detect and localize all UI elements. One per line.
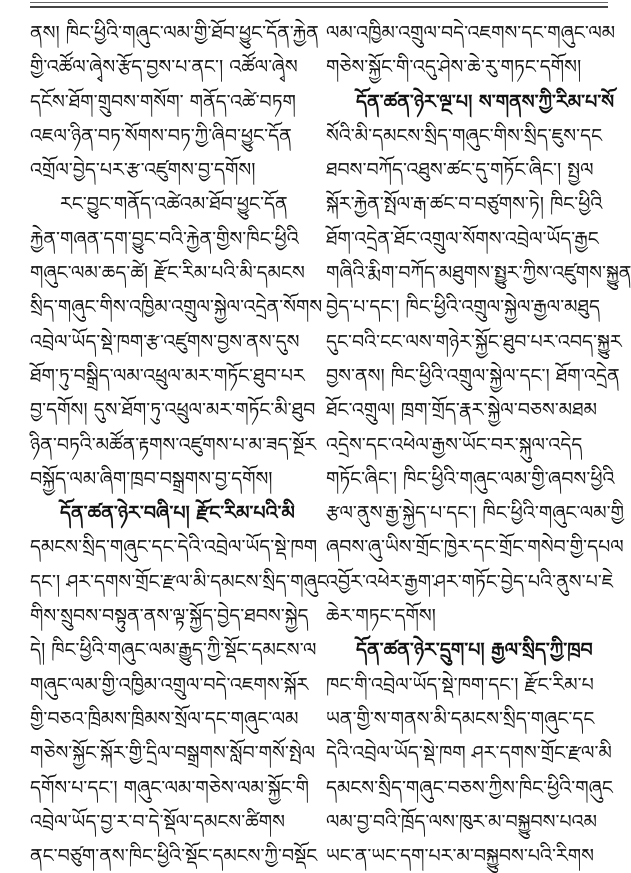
text-line: ཡང་ན་ཡང་དག་པར་མ་བསྐྱུབས་པའི་རིགས	[326, 845, 594, 868]
text-line: དེའི་འབྲེལ་ཡོད་སྡེ་ཁག ཤར་དགས་གྲོང་རྫལ་མི	[326, 742, 612, 765]
text-line: རྐྱེན་གཞན་དག་བྱུང་བའི་རྐྱེན་གྱིས་ཁིང་ཕྱིའི	[30, 227, 299, 250]
text-line: འཇལ་ཉིན་བཏ་སོགས་བཏ་ཀྱི་ཞིབ་ཕྱུང་དོན	[30, 124, 292, 147]
text-line: ནང་བཙུག་ནས་ཁིང་ཕྱིའི་སྡོང་དམངས་ཀྱི་བསྡོང	[30, 845, 318, 868]
text-line: གཞུང་ལམ་གྱི་འཁྱིམ་འགྲུལ་བདེ་འཇགས་སྐོར	[30, 673, 309, 696]
text-line: ཐོག་འདྲེན་ཐོང་འགྲུལ་སོགས་འབྲེལ་ཡོད་རྒྱང	[326, 227, 599, 250]
text-line: དགོས་པ་དང་། གཞུང་ལམ་གཅེས་ལམ་སྐྱོང་གི	[30, 776, 309, 799]
text-line: འབྲེལ་ཡོད་བྱ་ར་བ་དེ་སྡོལ་དམངས་ཚིགས	[30, 810, 285, 833]
text-line: གཅེས་སྐྱོང་སྐོར་གྱི་དྲིལ་བསྒྲགས་སློབ་གསོ་སྤེལ	[30, 742, 316, 765]
text-line: ཡན་གྱི་ས་གནས་མི་དམངས་སྲིད་གཞུང་དང	[326, 707, 595, 730]
text-line: གཅེས་སྐྱོང་གི་འདུ་ཤེས་ཆེ་རུ་གཏང་དགོས།	[326, 56, 582, 79]
text-line: སོའི་མི་དམངས་སྲིད་གཞུང་གིས་སྲིད་ཇུས་དང	[326, 124, 603, 147]
text-line: འབྱོར་འཕེར་རྒྱག་ཤར་གཏོང་བྱེད་པའི་ནུས་པ་ཇེ	[326, 570, 614, 593]
text-line: རྩལ་ནུས་རྒྱ་སྐྱེད་པ་དང་། ཁིང་ཕྱིའི་གཞུང་ལམ་གྱི	[326, 502, 624, 525]
text-line: བྱེད་པ་དང་། ཁིང་ཕྱིའི་འགྲུལ་སྐྱེལ་རྒྱལ་མཐུད	[326, 296, 600, 319]
top-rule-thin	[30, 2, 608, 3]
text-line: གྱི་བཅའ་ཁྲིམས་ཁྲིམས་སྲོལ་དང་གཞུང་ལམ	[30, 707, 299, 730]
text-line: ཞབས་ཞུ་ཡིས་གྲོང་ཁྱེར་དང་གྲོང་གསེབ་གྱི་དཔལ	[326, 536, 624, 559]
text-line: ཆེར་གཏང་དགོས།	[326, 605, 436, 628]
text-line: བསྐྱོད་ལམ་ཞིག་ཁྲབ་བསྒྲགས་བྱ་དགོས།	[30, 467, 273, 490]
text-line: བྱ་དགོས། དུས་ཐོག་ཏུ་འཕྲུལ་མར་གཏོང་མི་ཐུབ	[30, 399, 316, 422]
text-line: གཏོང་ཞིང་། ཁིང་ཕྱིའི་གཞུང་ལམ་གྱི་ཞབས་ཕྱིའི	[326, 467, 615, 490]
section-heading-line: དོན་ཚན་ཉེར་བཞི་པ། རྫོང་རིམ་པའི་མི	[60, 502, 295, 525]
text-line: ཁང་གི་འབྲེལ་ཡོད་སྡེ་ཁག་དང་། རྫོང་རིམ་པ	[326, 673, 594, 696]
text-line: དམངས་སྲིད་གཞུང་དང་དེའི་འབྲེལ་ཡོད་སྡེ་ཁག	[30, 536, 318, 559]
text-line: གཞིའི་རྨིག་བཀོད་མཐུགས་སྤྱུར་ཀྱིས་འཛུགས་སྐྱུན	[326, 262, 631, 285]
text-line: བྱས་ནས། ཁིང་ཕྱིའི་འགྲུལ་སྐྱེལ་དང་། ཐོག་འདྲེན	[326, 364, 620, 387]
section-heading-line: དོན་ཚན་ཉེར་ལྔ་པ། ས་གནས་ཀྱི་རིམ་པ་སོ	[356, 90, 615, 113]
text-line: གིས་སྲུབས་བསྟུན་ནས་ལྟ་སྐྱོད་བྱེད་ཐབས་སྐྱེད	[30, 605, 309, 628]
text-line: ལམ་བྱ་བའི་ཁྲོད་ལས་ཁུར་མ་བསྐྱུབས་པའམ	[326, 810, 597, 833]
text-line: གྱི་འཚོལ་ཞྭེས་རྩོད་བྱས་པ་ནང་། འཚོལ་ཞྭེས	[30, 56, 298, 79]
text-line: ཐོག་ཏུ་བསྒྲིད་ལམ་འཕྲུལ་མར་གཏོང་ཐུབ་པར	[30, 364, 305, 387]
section-heading-line: དོན་ཚན་ཉེར་དྲུག་པ། རྒྱལ་སྲིད་ཀྱི་ཁྲབ	[356, 639, 593, 662]
text-line: དང་། ཤར་དགས་གྲོང་རྫལ་མི་དམངས་སྲིད་གཞུང	[30, 570, 328, 593]
text-line: འགྲོལ་བྱེད་པར་རྩ་འཛུགས་བྱ་དགོས།	[30, 159, 256, 182]
text-line: དངོས་ཐོག་གྲུབས་གསོག་ གནོད་འཚེ་བཏག	[30, 90, 296, 113]
text-line: འབྲེལ་ཡོད་སྡེ་ཁག་རྩ་འཛུགས་བྱས་ནས་དུས	[30, 330, 300, 353]
text-line: དེ། ཁིང་ཕྱིའི་གཞུང་ལམ་རྒྱུད་ཀྱི་སྡོང་དམངས་ལ	[30, 639, 317, 662]
text-line: ཉིན་བཏའི་མཚོན་རྟགས་འཛུགས་པ་མ་ཟད་སྔོར	[30, 433, 317, 456]
text-line: དུང་བའི་ངང་ལས་གཉེར་སྐྱོང་ཐུབ་པར་འབད་སྐྱུར	[326, 330, 622, 353]
text-line: ནས། ཁིང་ཕྱིའི་གཞུང་ལམ་གྱི་ཐོབ་ཕྱུང་དོན་རྐྱེན	[30, 22, 319, 44]
left-column	[30, 16, 328, 873]
text-line: འདྲེས་དང་འཕེལ་རྒྱས་ཡོང་བར་སྐུལ་འདེད	[326, 433, 583, 456]
text-line: དམངས་སྲིད་གཞུང་བཅས་ཀྱིས་ཁིང་ཕྱིའི་གཞུང	[326, 776, 613, 799]
top-rule-thick	[30, 6, 608, 8]
text-line: སྲིད་གཞུང་གིས་འཁྱིམ་འགྲུལ་སྐྱེལ་འདྲེན་སོགས	[30, 296, 323, 319]
text-line: རང་བྱུང་གནོད་འཚེའམ་ཐོབ་ཕྱུང་དོན	[60, 193, 288, 216]
text-line: ལམ་འཁྱིམ་འགྲུལ་བདེ་འཇགས་དང་གཞུང་ལམ	[326, 22, 616, 44]
right-column	[326, 16, 631, 873]
text-line: གཞུང་ལམ་ཆད་ཚེ། རྫོང་རིམ་པའི་མི་དམངས	[30, 262, 305, 285]
text-line: སྐོར་རྐྱེན་སྤོལ་རྒ་ཚང་བ་བཙུགས་ཏེ། ཁིང་ཕྱིའི	[326, 193, 603, 216]
text-line: ཐབས་བཀོད་འཐུས་ཚང་དུ་གཏོང་ཞིང་། སྤྱལ	[326, 159, 594, 182]
text-line: ཐོང་འགྲུལ། ཁྲག་གྲོད་རྣར་སྐྱེལ་བཅས་མཐམ	[326, 399, 597, 422]
